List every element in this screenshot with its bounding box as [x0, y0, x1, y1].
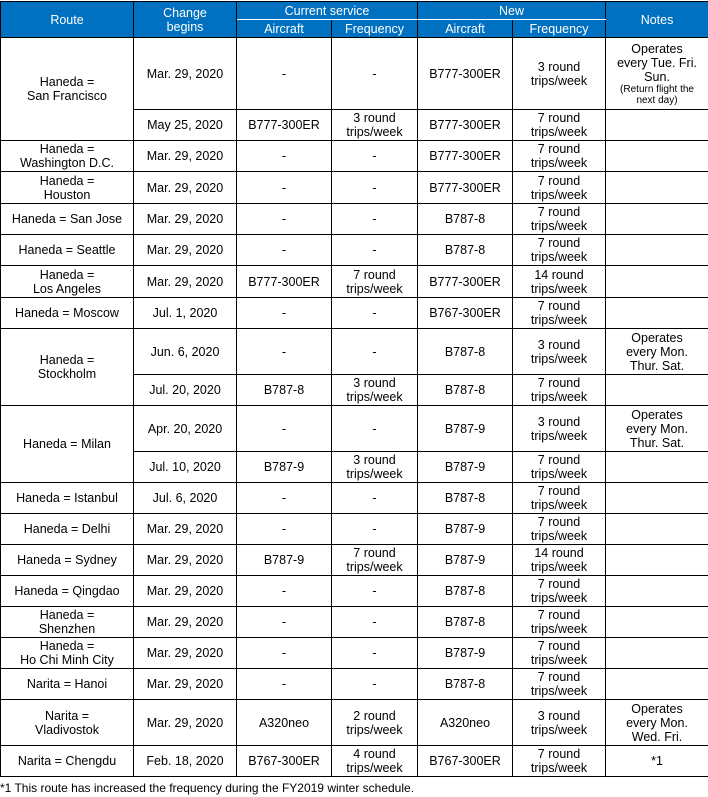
change-date-cell: Mar. 29, 2020 [134, 141, 237, 172]
current-frequency-cell [332, 514, 418, 545]
route-name-line: Haneda = Istanbul [16, 491, 118, 505]
route-name-line: Narita = Chengdu [17, 754, 117, 768]
table-row [1, 514, 708, 545]
notes-line: Thur. Sat. [629, 435, 685, 450]
new-aircraft-cell: B777-300ER [418, 266, 513, 298]
notes-line: Operates [631, 701, 683, 716]
notes-small-line: (Return flight the [620, 83, 694, 95]
current-frequency-cell [332, 700, 418, 746]
change-date-cell: Mar. 29, 2020 [134, 38, 237, 110]
new-frequency-line: trips/week [530, 351, 588, 366]
table-row [1, 406, 708, 452]
notes-cell [606, 746, 708, 777]
table-row [1, 483, 708, 514]
route-name-line: Haneda = [39, 142, 95, 156]
current-aircraft-cell: B777-300ER [237, 110, 332, 141]
notes-line: Operates [631, 41, 683, 56]
route-schedule-table [0, 1, 708, 777]
current-frequency-line: - [372, 491, 377, 505]
notes-cell [606, 172, 708, 204]
notes-cell [606, 545, 708, 576]
new-frequency-cell [513, 406, 606, 452]
table-row [1, 329, 708, 375]
new-aircraft-cell: B787-8 [418, 576, 513, 607]
notes-line: every Mon. [626, 421, 688, 436]
new-frequency-cell [513, 298, 606, 329]
notes-cell [606, 141, 708, 172]
change-date-cell: Mar. 29, 2020 [134, 514, 237, 545]
table-row [1, 746, 708, 777]
current-aircraft-cell: - [237, 141, 332, 172]
new-frequency-cell [513, 700, 606, 746]
header-change-begins-line: begins [166, 19, 204, 34]
new-frequency-line: 7 round [537, 236, 581, 250]
current-frequency-cell [332, 172, 418, 204]
current-frequency-line: - [372, 66, 377, 81]
new-aircraft-cell: B777-300ER [418, 172, 513, 204]
new-aircraft-cell: B767-300ER [418, 746, 513, 777]
change-date-cell: Mar. 29, 2020 [134, 669, 237, 700]
new-frequency-line: 7 round [537, 747, 581, 761]
current-frequency-cell [332, 38, 418, 110]
route-cell [1, 406, 134, 483]
new-aircraft-cell: B787-9 [418, 638, 513, 669]
new-frequency-line: 3 round [537, 414, 581, 429]
route-cell [1, 266, 134, 298]
new-aircraft-cell: B787-8 [418, 483, 513, 514]
new-frequency-cell [513, 545, 606, 576]
current-aircraft-cell: B787-9 [237, 452, 332, 483]
new-frequency-line: trips/week [530, 529, 588, 543]
new-aircraft-cell: B787-8 [418, 204, 513, 235]
new-frequency-cell [513, 235, 606, 266]
new-frequency-line: 7 round [537, 111, 581, 125]
new-frequency-cell [513, 329, 606, 375]
new-frequency-line: trips/week [530, 428, 588, 443]
current-frequency-line: - [372, 306, 377, 320]
new-frequency-line: trips/week [530, 684, 588, 698]
new-frequency-line: trips/week [530, 722, 588, 737]
current-frequency-cell [332, 110, 418, 141]
notes-line: *1 [651, 754, 663, 768]
new-frequency-line: trips/week [530, 250, 588, 264]
new-aircraft-cell: B787-9 [418, 452, 513, 483]
route-name-line: Haneda = Milan [23, 437, 111, 451]
current-frequency-line: 3 round [353, 453, 396, 467]
new-aircraft-cell: A320neo [418, 700, 513, 746]
current-frequency-line: - [372, 421, 377, 436]
new-frequency-line: trips/week [530, 591, 588, 605]
current-aircraft-cell: - [237, 638, 332, 669]
route-cell [1, 172, 134, 204]
new-frequency-line: 7 round [537, 376, 581, 390]
route-name-line: Haneda = Seattle [18, 243, 116, 257]
new-frequency-line: 7 round [537, 670, 581, 684]
notes-line: Thur. Sat. [629, 358, 685, 373]
notes-cell [606, 514, 708, 545]
notes-line: every Mon. [626, 344, 688, 359]
table-row [1, 638, 708, 669]
change-date-cell: Mar. 29, 2020 [134, 204, 237, 235]
current-frequency-line: 7 round [353, 546, 396, 560]
route-name-line: Washington D.C. [19, 156, 115, 170]
change-date-cell: Jul. 1, 2020 [134, 298, 237, 329]
table-row [1, 266, 708, 298]
current-frequency-line: - [372, 677, 377, 691]
new-frequency-cell [513, 746, 606, 777]
route-cell [1, 669, 134, 700]
route-cell [1, 607, 134, 638]
change-date-cell: Feb. 18, 2020 [134, 746, 237, 777]
current-aircraft-cell: B767-300ER [237, 746, 332, 777]
table-row [1, 235, 708, 266]
current-aircraft-cell: - [237, 576, 332, 607]
route-name-line: San Francisco [27, 89, 107, 103]
header-route: Route [1, 2, 134, 38]
current-frequency-cell [332, 576, 418, 607]
current-aircraft-cell: B787-8 [237, 375, 332, 406]
current-frequency-cell [332, 235, 418, 266]
change-date-cell: Mar. 29, 2020 [134, 172, 237, 204]
notes-cell [606, 452, 708, 483]
new-frequency-line: trips/week [530, 622, 588, 636]
header-new-frequency: Frequency [513, 20, 606, 38]
table-header [1, 2, 708, 38]
header-current-aircraft: Aircraft [237, 20, 332, 38]
change-date-cell: Jun. 6, 2020 [134, 329, 237, 375]
new-frequency-cell [513, 172, 606, 204]
route-name-line: Haneda = Qingdao [14, 584, 120, 598]
current-frequency-line: - [372, 149, 377, 163]
new-aircraft-cell: B787-9 [418, 406, 513, 452]
notes-cell [606, 700, 708, 746]
change-date-cell: Mar. 29, 2020 [134, 607, 237, 638]
new-frequency-line: trips/week [530, 498, 588, 512]
new-aircraft-cell: B777-300ER [418, 110, 513, 141]
notes-cell [606, 266, 708, 298]
new-frequency-cell [513, 669, 606, 700]
current-frequency-line: trips/week [346, 761, 403, 775]
notes-line: Operates [631, 330, 683, 345]
header-current-frequency: Frequency [332, 20, 418, 38]
current-frequency-line: 3 round [353, 111, 396, 125]
table-row [1, 172, 708, 204]
new-frequency-line: trips/week [530, 73, 588, 88]
change-date-cell: Jul. 20, 2020 [134, 375, 237, 406]
current-aircraft-cell: - [237, 483, 332, 514]
change-date-cell: Apr. 20, 2020 [134, 406, 237, 452]
current-aircraft-cell: - [237, 329, 332, 375]
change-date-cell: Jul. 6, 2020 [134, 483, 237, 514]
route-cell [1, 141, 134, 172]
new-frequency-line: 7 round [537, 577, 581, 591]
new-frequency-line: 7 round [537, 453, 581, 467]
new-frequency-line: trips/week [530, 653, 588, 667]
table-row [1, 298, 708, 329]
table-row [1, 204, 708, 235]
new-frequency-line: 7 round [537, 299, 581, 313]
new-frequency-cell [513, 38, 606, 110]
new-aircraft-cell: B787-8 [418, 607, 513, 638]
notes-line: every Mon. [626, 715, 688, 730]
current-frequency-cell [332, 141, 418, 172]
route-name-line: Haneda = [39, 639, 95, 653]
current-aircraft-cell: - [237, 38, 332, 110]
current-frequency-line: 3 round [353, 376, 396, 390]
route-name-line: Haneda = Sydney [17, 553, 117, 567]
header-change-begins-line: Change [163, 5, 207, 20]
change-date-cell: Mar. 29, 2020 [134, 700, 237, 746]
route-cell [1, 545, 134, 576]
new-frequency-line: 14 round [534, 546, 584, 560]
table-row [1, 576, 708, 607]
new-frequency-line: 7 round [537, 608, 581, 622]
table-row [1, 700, 708, 746]
route-name-line: Haneda = Delhi [23, 522, 111, 536]
route-cell [1, 746, 134, 777]
new-frequency-cell [513, 452, 606, 483]
current-aircraft-cell: - [237, 669, 332, 700]
current-frequency-line: - [372, 344, 377, 359]
route-name-line: Narita = [44, 708, 90, 723]
new-frequency-line: 3 round [537, 59, 581, 74]
current-frequency-cell [332, 266, 418, 298]
new-aircraft-cell: B767-300ER [418, 298, 513, 329]
route-cell [1, 700, 134, 746]
notes-cell [606, 406, 708, 452]
current-frequency-cell [332, 204, 418, 235]
current-aircraft-cell: - [237, 235, 332, 266]
new-aircraft-cell: B787-8 [418, 375, 513, 406]
new-frequency-cell [513, 607, 606, 638]
new-aircraft-cell: B787-9 [418, 514, 513, 545]
current-aircraft-cell: - [237, 514, 332, 545]
new-frequency-cell [513, 204, 606, 235]
new-frequency-line: 7 round [537, 515, 581, 529]
route-name-line: Houston [43, 187, 91, 202]
notes-small-line: next day) [636, 94, 678, 106]
current-frequency-cell [332, 452, 418, 483]
current-aircraft-cell: - [237, 298, 332, 329]
table-row [1, 38, 708, 110]
current-frequency-line: trips/week [346, 560, 403, 574]
new-aircraft-cell: B777-300ER [418, 38, 513, 110]
notes-cell [606, 110, 708, 141]
change-date-cell: Mar. 29, 2020 [134, 576, 237, 607]
current-frequency-line: trips/week [346, 125, 403, 139]
route-cell [1, 638, 134, 669]
current-frequency-line: trips/week [346, 390, 403, 404]
current-frequency-cell [332, 669, 418, 700]
current-frequency-line: 7 round [353, 267, 396, 282]
change-date-cell: Jul. 10, 2020 [134, 452, 237, 483]
change-date-cell: Mar. 29, 2020 [134, 638, 237, 669]
header-notes: Notes [606, 2, 708, 38]
new-frequency-line: 7 round [537, 639, 581, 653]
current-frequency-line: - [372, 212, 377, 226]
table-row [1, 669, 708, 700]
current-aircraft-cell: - [237, 204, 332, 235]
change-date-cell: May 25, 2020 [134, 110, 237, 141]
route-name-line: Narita = Hanoi [26, 677, 108, 691]
change-date-cell: Mar. 29, 2020 [134, 235, 237, 266]
new-frequency-cell [513, 110, 606, 141]
new-frequency-cell [513, 638, 606, 669]
current-aircraft-cell: - [237, 406, 332, 452]
route-name-line: Haneda = [39, 608, 95, 622]
current-frequency-cell [332, 406, 418, 452]
header-change-begins [134, 2, 237, 38]
header-new: New [418, 2, 606, 20]
current-aircraft-cell: B787-9 [237, 545, 332, 576]
route-cell [1, 576, 134, 607]
current-aircraft-cell: - [237, 607, 332, 638]
notes-cell [606, 38, 708, 110]
notes-cell [606, 638, 708, 669]
new-frequency-line: trips/week [530, 156, 588, 170]
new-frequency-line: trips/week [530, 187, 588, 202]
new-frequency-cell [513, 576, 606, 607]
new-frequency-line: 7 round [537, 173, 581, 188]
route-name-line: Haneda = [39, 267, 95, 282]
route-name-line: Haneda = [39, 75, 95, 89]
current-frequency-line: trips/week [346, 467, 403, 481]
route-name-line: Haneda = [39, 353, 95, 367]
notes-line: Operates [631, 407, 683, 422]
new-frequency-line: 7 round [537, 484, 581, 498]
current-frequency-line: - [372, 584, 377, 598]
route-name-line: Haneda = Moscow [15, 306, 119, 320]
current-frequency-line: - [372, 615, 377, 629]
notes-cell [606, 483, 708, 514]
route-name-line: Stockholm [37, 367, 97, 381]
notes-cell [606, 329, 708, 375]
new-frequency-line: trips/week [530, 313, 588, 327]
new-frequency-line: trips/week [530, 467, 588, 481]
route-cell [1, 298, 134, 329]
new-frequency-line: 7 round [537, 205, 581, 219]
current-frequency-line: 4 round [353, 747, 396, 761]
route-cell [1, 204, 134, 235]
new-frequency-line: trips/week [530, 219, 588, 233]
route-name-line: Haneda = San Jose [11, 212, 123, 226]
new-frequency-cell [513, 266, 606, 298]
notes-line: Sun. [644, 69, 670, 84]
current-aircraft-cell: A320neo [237, 700, 332, 746]
current-frequency-line: trips/week [346, 281, 403, 296]
current-frequency-cell [332, 483, 418, 514]
new-frequency-line: trips/week [530, 560, 588, 574]
notes-line: every Tue. Fri. [617, 55, 697, 70]
current-frequency-line: - [372, 522, 377, 536]
new-frequency-line: 14 round [534, 267, 584, 282]
route-cell [1, 483, 134, 514]
new-aircraft-cell: B787-8 [418, 669, 513, 700]
route-name-line: Shenzhen [38, 622, 96, 636]
header-current-service: Current service [237, 2, 418, 20]
new-aircraft-cell: B787-8 [418, 329, 513, 375]
notes-cell [606, 607, 708, 638]
new-frequency-cell [513, 141, 606, 172]
notes-cell [606, 204, 708, 235]
notes-cell [606, 375, 708, 406]
footnote: *1 This route has increased the frequency during the FY2019 winter schedule. [0, 781, 415, 795]
current-aircraft-cell: - [237, 172, 332, 204]
route-cell [1, 38, 134, 141]
route-name-line: Ho Chi Minh City [20, 653, 114, 667]
new-frequency-line: 3 round [537, 337, 581, 352]
change-date-cell: Mar. 29, 2020 [134, 266, 237, 298]
route-name-line: Los Angeles [32, 281, 102, 296]
table-row [1, 141, 708, 172]
new-frequency-line: trips/week [530, 281, 588, 296]
table-row [1, 545, 708, 576]
current-frequency-cell [332, 329, 418, 375]
notes-cell [606, 298, 708, 329]
new-frequency-line: trips/week [530, 390, 588, 404]
header-row-top [1, 2, 708, 20]
current-frequency-line: trips/week [346, 722, 403, 737]
notes-cell [606, 235, 708, 266]
notes-cell [606, 576, 708, 607]
new-frequency-cell [513, 375, 606, 406]
table-row [1, 607, 708, 638]
new-frequency-line: trips/week [530, 125, 588, 139]
current-frequency-cell [332, 545, 418, 576]
change-date-cell: Mar. 29, 2020 [134, 545, 237, 576]
route-cell [1, 329, 134, 406]
current-frequency-line: - [372, 646, 377, 660]
current-frequency-cell [332, 607, 418, 638]
new-frequency-cell [513, 514, 606, 545]
notes-cell [606, 669, 708, 700]
route-name-line: Haneda = [39, 173, 95, 188]
current-frequency-line: - [372, 243, 377, 257]
current-aircraft-cell: B777-300ER [237, 266, 332, 298]
current-frequency-cell [332, 375, 418, 406]
route-cell [1, 514, 134, 545]
current-frequency-cell [332, 298, 418, 329]
new-frequency-cell [513, 483, 606, 514]
current-frequency-line: 2 round [353, 708, 396, 723]
notes-line: Wed. Fri. [631, 729, 683, 744]
route-cell [1, 235, 134, 266]
current-frequency-cell [332, 638, 418, 669]
new-frequency-line: 7 round [537, 142, 581, 156]
new-aircraft-cell: B787-9 [418, 545, 513, 576]
new-aircraft-cell: B777-300ER [418, 141, 513, 172]
table-body [1, 38, 708, 777]
current-frequency-line: - [372, 180, 377, 195]
route-name-line: Vladivostok [35, 722, 99, 737]
header-new-aircraft: Aircraft [418, 20, 513, 38]
current-frequency-cell [332, 746, 418, 777]
new-aircraft-cell: B787-8 [418, 235, 513, 266]
new-frequency-line: 3 round [537, 708, 581, 723]
new-frequency-line: trips/week [530, 761, 588, 775]
